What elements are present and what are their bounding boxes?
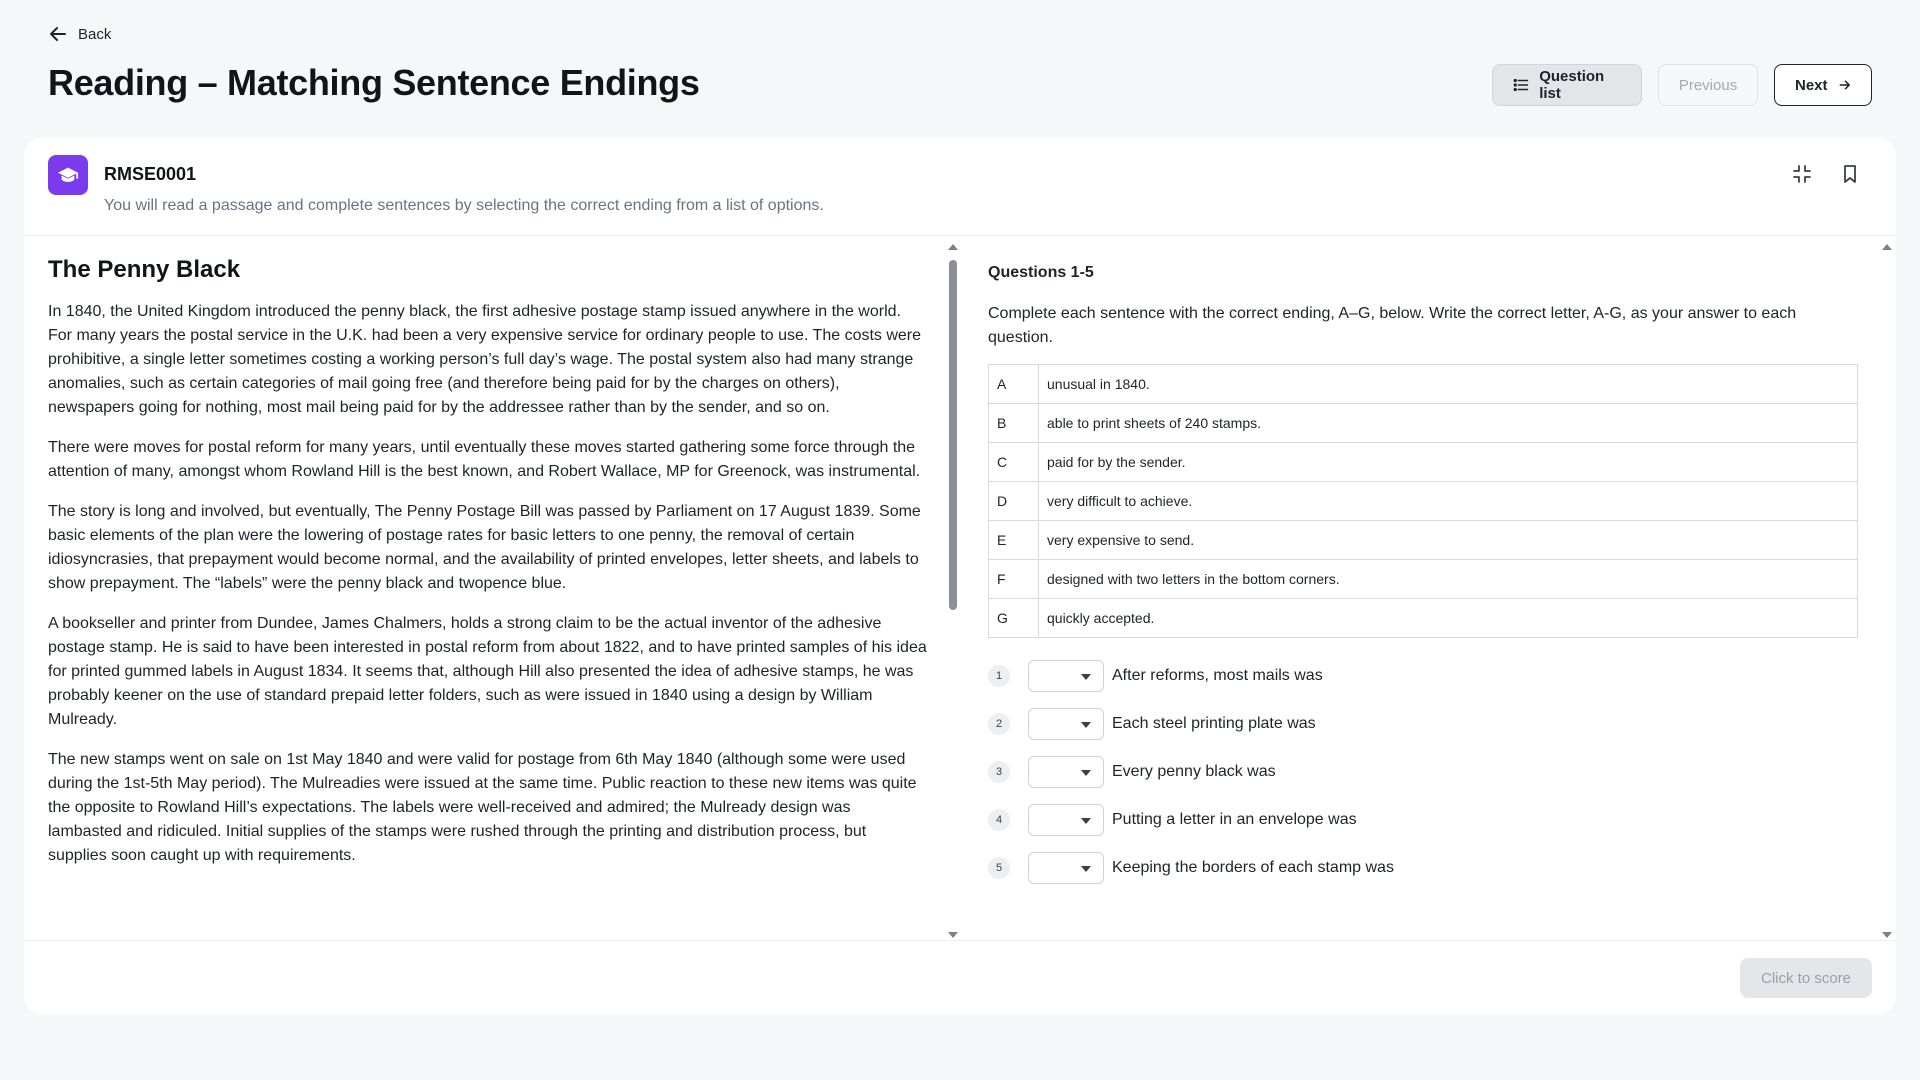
ending-text: quickly accepted. (1039, 599, 1858, 638)
passage-paragraph: The story is long and involved, but eventually, The Penny Postage Bill was passed by Parliament on 17 August 1839. Some basic elements of the plan were the lowering of postage rates for basic letters to one penny, the removal of certain idiosyncrasies, that prepayment would become normal, and the availability of printed envelopes, letter sheets, and labels to show prepayment. The “labels” were the penny black and twopence blue. (48, 503, 921, 592)
ending-text: designed with two letters in the bottom corners. (1039, 560, 1858, 599)
questions-range: Questions 1-5 (988, 264, 1094, 281)
scroll-down-icon[interactable] (1882, 932, 1892, 938)
bookmark-icon[interactable] (1840, 164, 1860, 184)
question-number: 2 (988, 713, 1010, 735)
question-text: After reforms, most mails was (1112, 667, 1323, 684)
endings-table (988, 364, 1858, 638)
passage-paragraph: The new stamps went on sale on 1st May 1840 and were valid for postage from 6th May 1840 (although some were used during the 1st-5th May period). The Mulreadies were issued at the same time. Public reaction to these new items was quite the opposite to Rowland Hill’s expectations. The labels were well-received and admired; the Mulready design was lambasted and ridiculed. Initial supplies of the stamps were rushed through the printing and distribution process, but supplies soon caught up with requirements. (48, 751, 917, 864)
ending-letter: B (989, 404, 1039, 443)
chevron-down-icon (1081, 866, 1091, 872)
question-list-label: Question list (1539, 68, 1605, 102)
question-list-button[interactable] (1492, 64, 1642, 106)
scroll-up-icon[interactable] (1882, 244, 1892, 250)
ending-letter: E (989, 521, 1039, 560)
score-label: Click to score (1760, 969, 1852, 987)
list-icon (1513, 76, 1529, 94)
previous-button[interactable] (1658, 64, 1758, 106)
passage-title: The Penny Black (48, 256, 241, 283)
exercise-footer (24, 940, 1896, 1014)
questions-pane (988, 264, 1858, 892)
question-text: Keeping the borders of each stamp was (1112, 859, 1394, 876)
question-number: 5 (988, 857, 1010, 879)
questions-scrollbar[interactable] (1882, 244, 1892, 938)
top-actions (1492, 64, 1872, 106)
arrow-right-icon (1838, 76, 1851, 94)
next-button[interactable] (1774, 64, 1872, 106)
arrow-left-icon (48, 24, 68, 44)
exercise-code: RMSE0001 (104, 164, 197, 184)
graduation-cap-icon (57, 164, 79, 186)
exercise-card (24, 138, 1896, 1014)
ending-letter: F (989, 560, 1039, 599)
question-row (988, 796, 1858, 844)
passage-paragraph: A bookseller and printer from Dundee, James Chalmers, holds a strong claim to be the actual inventor of the adhesive postage stamp. He is said to have been interested in postal reform from about 1822, and to have printed samples of his idea for printed gummed labels in August 1834. It seems that, although Hill also presented the idea of adhesive stamps, he was probably keener on the use of standard prepaid letter folders, such as were issued in 1840 using a design by William Mulready. (48, 615, 927, 728)
score-button[interactable] (1740, 958, 1872, 998)
ending-letter: G (989, 599, 1039, 638)
answer-dropdown[interactable] (1028, 708, 1104, 740)
answer-dropdown[interactable] (1028, 804, 1104, 836)
chevron-down-icon (1081, 722, 1091, 728)
question-list (988, 652, 1858, 892)
question-row (988, 652, 1858, 700)
passage-pane (48, 256, 928, 1014)
question-row (988, 748, 1858, 796)
passage-scrollbar[interactable] (948, 244, 958, 938)
ending-row (989, 365, 1858, 404)
scrollbar-thumb[interactable] (949, 260, 957, 610)
ending-text: very difficult to achieve. (1039, 482, 1858, 521)
ending-row (989, 482, 1858, 521)
ending-text: paid for by the sender. (1039, 443, 1858, 482)
ending-row (989, 443, 1858, 482)
ending-text: unusual in 1840. (1039, 365, 1858, 404)
ending-text: very expensive to send. (1039, 521, 1858, 560)
ending-letter: A (989, 365, 1039, 404)
chevron-down-icon (1081, 770, 1091, 776)
header-actions (1792, 164, 1860, 184)
ending-letter: D (989, 482, 1039, 521)
ending-row (989, 521, 1858, 560)
question-text: Every penny black was (1112, 763, 1276, 780)
chevron-down-icon (1081, 674, 1091, 680)
chevron-down-icon (1081, 818, 1091, 824)
questions-instructions: Complete each sentence with the correct ending, A–G, below. Write the correct letter, A-G, as your answer to each question. (988, 305, 1797, 346)
scroll-up-icon[interactable] (948, 244, 958, 250)
page-title: Reading – Matching Sentence Endings (48, 62, 700, 103)
ending-text: able to print sheets of 240 stamps. (1039, 404, 1858, 443)
ending-row (989, 560, 1858, 599)
ending-letter: C (989, 443, 1039, 482)
previous-label: Previous (1678, 76, 1738, 94)
question-text: Putting a letter in an envelope was (1112, 811, 1357, 828)
next-label: Next (1795, 76, 1828, 94)
ending-row (989, 404, 1858, 443)
answer-dropdown[interactable] (1028, 756, 1104, 788)
question-number: 3 (988, 761, 1010, 783)
answer-dropdown[interactable] (1028, 852, 1104, 884)
question-row (988, 844, 1858, 892)
passage-body (48, 300, 928, 868)
back-label: Back (78, 25, 112, 43)
question-text: Each steel printing plate was (1112, 715, 1316, 732)
exercise-description: You will read a passage and complete sentences by selecting the correct ending from a list of options. (104, 197, 824, 214)
scroll-down-icon[interactable] (948, 932, 958, 938)
collapse-icon[interactable] (1792, 164, 1812, 184)
question-number: 4 (988, 809, 1010, 831)
question-number: 1 (988, 665, 1010, 687)
answer-dropdown[interactable] (1028, 660, 1104, 692)
exercise-badge (48, 155, 88, 195)
question-row (988, 700, 1858, 748)
ending-row (989, 599, 1858, 638)
passage-paragraph: In 1840, the United Kingdom introduced the penny black, the first adhesive postage stamp issued anywhere in the world. For many years the postal service in the U.K. had been a very expensive service for ordinary people to use. The costs were prohibitive, a single letter sometimes costing a working person’s full day’s wage. The postal system also had many strange anomalies, such as certain categories of mail going free (and therefore being paid for by the charges on others), newspapers going for nothing, most mail being paid for by the addressee rather than by the sender, and so on. (48, 303, 922, 416)
passage-paragraph: There were moves for postal reform for many years, until eventually these moves started gathering some force through the attention of many, amongst whom Rowland Hill is the best known, and Robert Wallace, MP for Greenock, was instrumental. (48, 439, 921, 480)
exercise-header (24, 138, 1896, 236)
back-link[interactable] (48, 24, 111, 44)
